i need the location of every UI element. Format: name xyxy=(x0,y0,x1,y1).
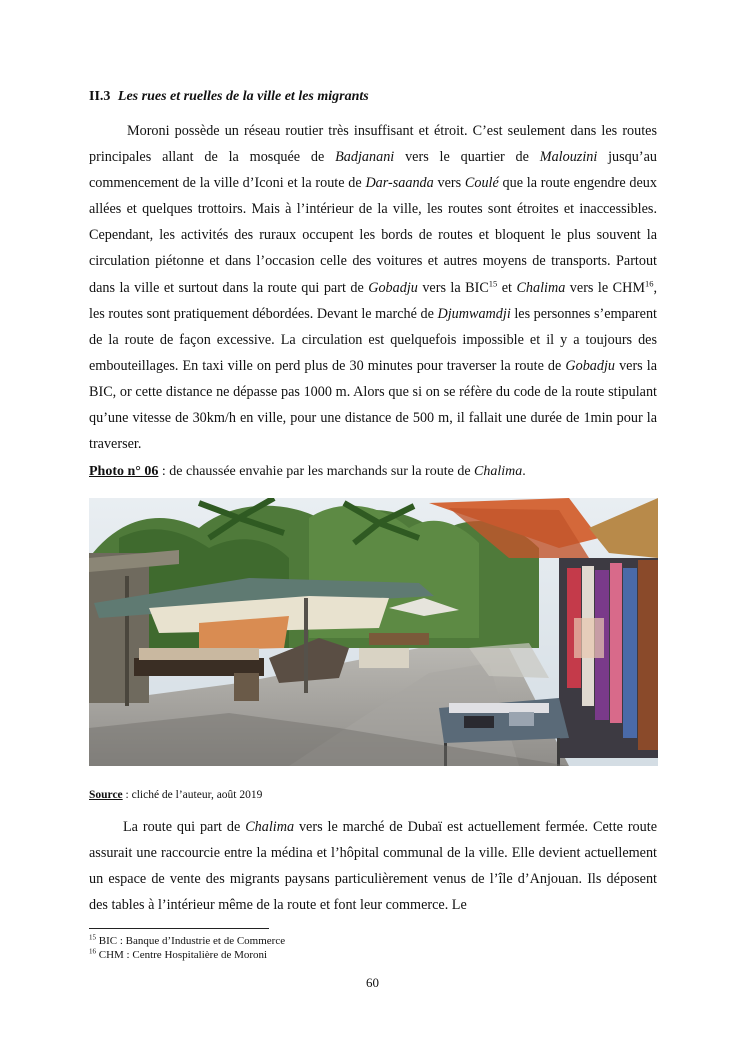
text-run: vers le quartier de xyxy=(394,149,540,166)
text-run: et xyxy=(497,279,517,296)
text-run: les personnes s’emparent de la route de façon excessive. La circulation est quelquefois impossible et il y a toujours des embouteillages. En taxi ville on perd plus de 30 minutes pour traverser la route de xyxy=(89,305,657,374)
footnote-text: CHM : Centre Hospitalière de Moroni xyxy=(96,949,268,961)
footnote-number: 16 xyxy=(89,947,96,956)
italic-place: Badjanani xyxy=(335,149,395,166)
caption-text: : de chaussée envahie par les marchands sur la route de xyxy=(158,464,475,479)
text-run: jusqu’au commencement de la ville d’Iconi et la route de xyxy=(89,149,657,192)
footnote-divider xyxy=(89,928,269,929)
italic-place: Coulé xyxy=(464,175,499,192)
section-heading xyxy=(89,89,369,105)
caption-end: . xyxy=(522,464,526,479)
italic-place: Chalima xyxy=(245,819,295,835)
text-run: Moroni possède un réseau routier très insuffisant et étroit. C’est seulement dans les routes principales allant de la mosquée de xyxy=(89,123,657,166)
photo-source xyxy=(89,789,262,801)
text-run: La route qui part de xyxy=(123,819,246,835)
footnote-15 xyxy=(89,935,285,947)
footnote-16 xyxy=(89,949,267,961)
italic-place: Malouzini xyxy=(539,149,598,166)
photo-caption xyxy=(89,464,526,480)
text-run: vers le marché de Dubaï est actuellement fermée. Cette route assurait une raccourcie entre la médina et l’hôpital communal de la ville. Elle devient actuellement un espace de vente des migrants paysans particulièrement venus de l’île d’Anjouan. Ils déposent des tables à l’intérieur même de la route et font leur commerce. Le xyxy=(89,819,657,914)
text-run: que la route engendre deux allées et quelques trottoirs. Mais à l’intérieur de la ville, les routes sont étroites et inaccessibles. Cependant, les activités des ruraux occupent les bords de routes et bloquent le plus souvent la circulation piétonne et dans l’occasion celle des voitures et autres moyens de transports. Partout dans la ville et surtout dans la route qui part de xyxy=(89,175,657,296)
page-number: 60 xyxy=(366,975,379,990)
italic-place: Djumwamdji xyxy=(437,305,511,322)
italic-place: Gobadju xyxy=(565,357,616,374)
source-label: Source xyxy=(89,789,123,801)
footnote-ref[interactable]: 16 xyxy=(644,277,654,288)
text-run: vers le CHM xyxy=(565,279,645,296)
source-text: : cliché de l’auteur, août 2019 xyxy=(122,789,263,801)
italic-place: Chalima xyxy=(516,279,566,296)
paragraph-1 xyxy=(89,118,657,457)
italic-place: Gobadju xyxy=(368,279,418,296)
section-number: II.3 xyxy=(89,89,111,104)
photo-illustration xyxy=(89,498,658,766)
paragraph-2 xyxy=(89,814,657,918)
text-run: vers xyxy=(433,175,465,192)
italic-place: Dar-saanda xyxy=(365,175,434,192)
section-title: Les rues et ruelles de la ville et les migrants xyxy=(117,89,369,104)
caption-label: Photo n° 06 xyxy=(89,464,159,479)
market-street-photo xyxy=(89,498,658,766)
text-run: , les routes sont pratiquement débordées. Devant le marché de xyxy=(89,279,657,322)
footnote-number: 15 xyxy=(89,933,96,942)
text-run: vers la BIC xyxy=(417,279,489,296)
footnote-text: BIC : Banque d’Industrie et de Commerce xyxy=(96,935,286,947)
caption-place: Chalima xyxy=(474,464,523,479)
text-run: vers la BIC, or cette distance ne dépasse pas 1000 m. Alors que si on se réfère du code de la route stipulant qu’une vitesse de 30km/h en ville, pour une distance de 500 m, il fallait une durée de 1min pour la traverser. xyxy=(89,357,657,453)
footnote-ref[interactable]: 15 xyxy=(488,277,498,288)
